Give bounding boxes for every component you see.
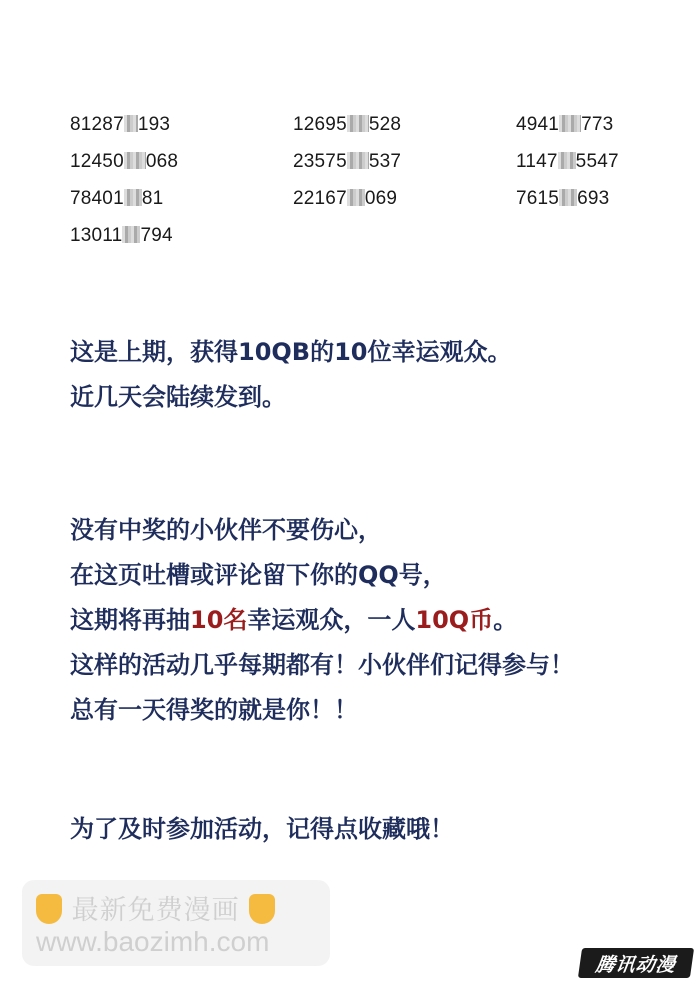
invitation-line: 总有一天得奖的就是你！！ xyxy=(70,696,358,724)
watermark-url: www.baozimh.com xyxy=(36,926,270,957)
winner-number: 13011 794 xyxy=(70,225,173,246)
reminder-paragraph xyxy=(70,807,454,852)
announcement-line: 近几天会陆续发到。 xyxy=(70,383,286,411)
blur-mask xyxy=(124,152,146,169)
invitation-line: 这样的活动几乎每期都有！小伙伴们记得参与！ xyxy=(70,651,574,679)
blur-mask xyxy=(559,189,577,206)
publisher-logo xyxy=(578,948,694,978)
winner-number: 78401 81 xyxy=(70,188,164,209)
blur-mask xyxy=(124,189,142,206)
winner-number: 1147 5547 xyxy=(516,151,619,172)
blur-mask xyxy=(347,189,365,206)
blur-mask xyxy=(124,115,138,132)
winner-number-list xyxy=(70,110,650,258)
winner-row xyxy=(70,110,650,147)
announcement-paragraph xyxy=(70,330,512,420)
reminder-line: 为了及时参加活动，记得点收藏哦！ xyxy=(70,815,454,843)
invitation-line: 没有中奖的小伙伴不要伤心， xyxy=(70,516,382,544)
invitation-line: 在这页吐槽或评论留下你的QQ号， xyxy=(70,561,447,589)
winner-number: 23575 537 xyxy=(293,151,402,172)
highlight-prize: 10Q币 xyxy=(415,606,494,634)
winner-number: 81287 193 xyxy=(70,114,171,135)
blur-mask xyxy=(559,115,581,132)
winner-number: 4941 773 xyxy=(516,114,614,135)
winner-row xyxy=(70,221,650,258)
blur-mask xyxy=(347,115,369,132)
invitation-line: 这期将再抽10名幸运观众，一人10Q币。 xyxy=(70,606,518,634)
winner-number: 7615 693 xyxy=(516,188,610,209)
highlight-count: 10名 xyxy=(190,606,248,634)
pointing-down-hand-icon xyxy=(249,894,275,924)
logo-text: 腾讯动漫 xyxy=(594,953,678,976)
announcement-line: 这是上期，获得10QB的10位幸运观众。 xyxy=(70,338,512,366)
blur-mask xyxy=(558,152,576,169)
watermark-title: 最新免费漫画 xyxy=(71,895,240,926)
winner-row xyxy=(70,147,650,184)
winner-number: 12450 068 xyxy=(70,151,179,172)
winner-number: 22167 069 xyxy=(293,188,398,209)
watermark-title-row xyxy=(36,888,275,927)
blur-mask xyxy=(122,226,140,243)
site-watermark xyxy=(22,880,330,966)
invitation-paragraph xyxy=(70,508,574,733)
pointing-down-hand-icon xyxy=(36,894,62,924)
blur-mask xyxy=(347,152,369,169)
winner-number: 12695 528 xyxy=(293,114,402,135)
winner-row xyxy=(70,184,650,221)
